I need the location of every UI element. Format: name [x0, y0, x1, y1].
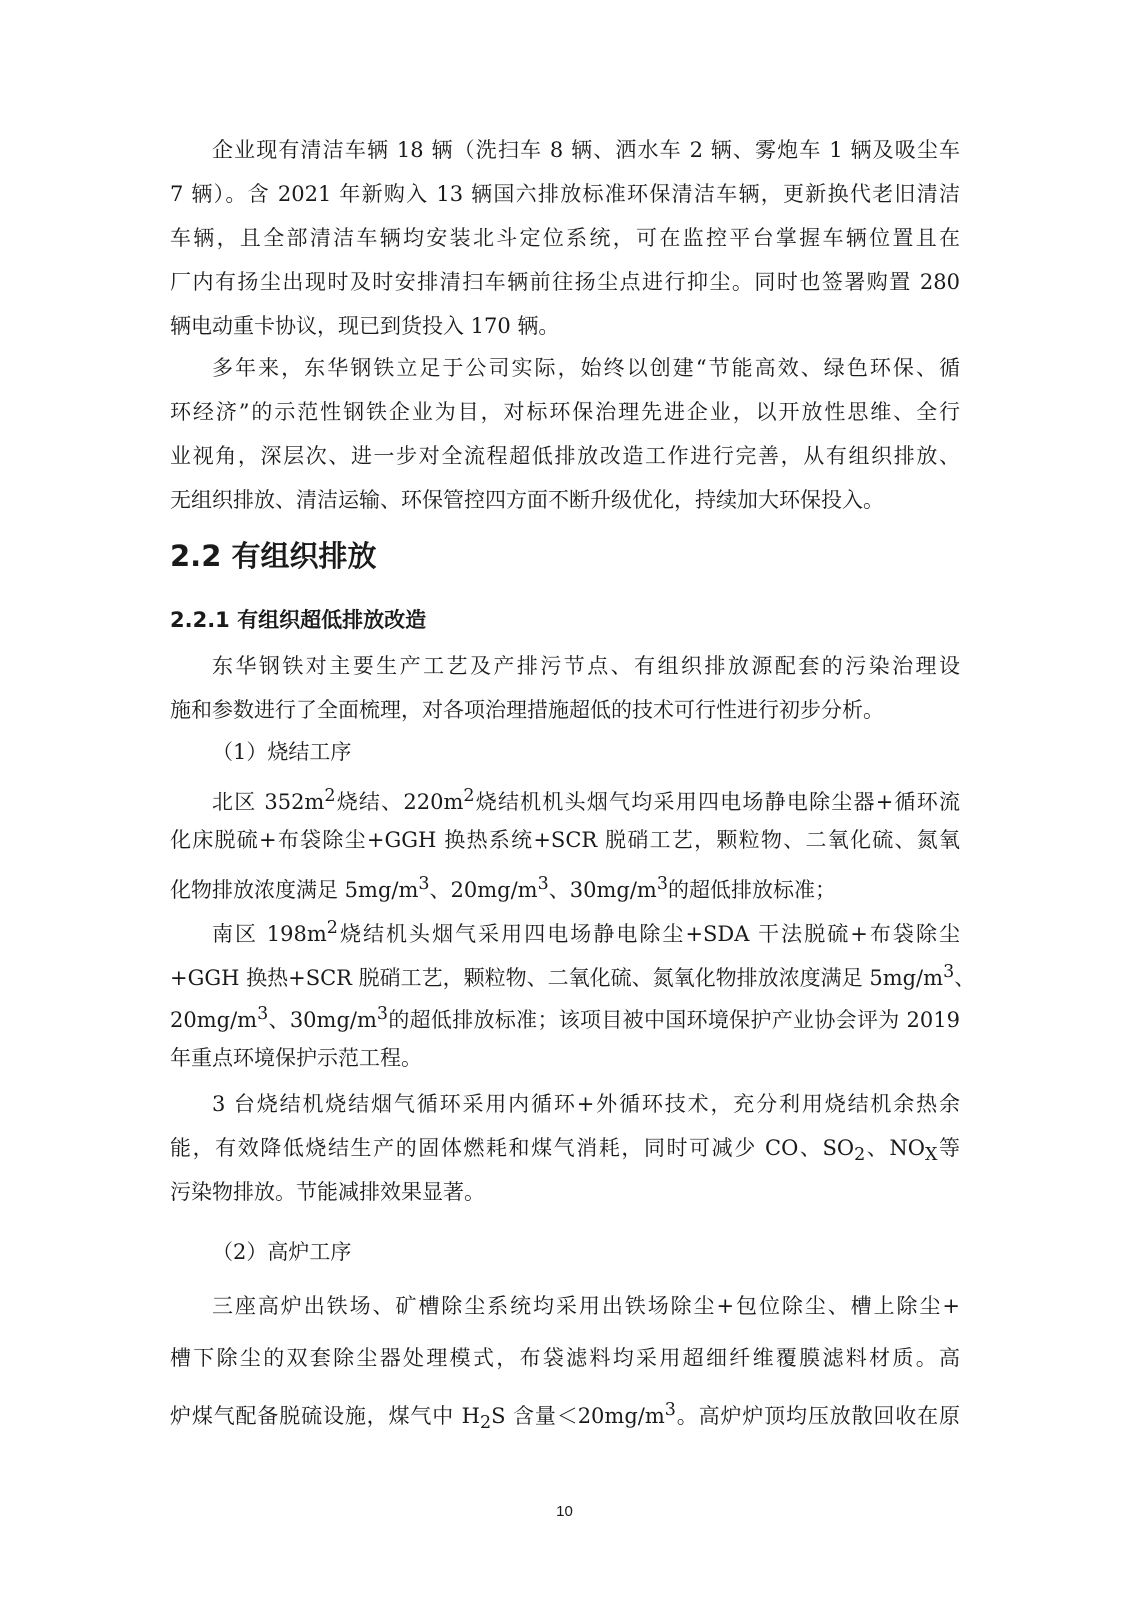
paragraph-line: 化物排放浓度满足 $5mg/m^3$、$20mg/m^3$、$30mg/m^3$的超低排放标准； — [170, 874, 836, 902]
paragraph-line: 北区 $352m^2$烧结、$220m^2$烧结机机头烟气均采用四电场静电除尘器+循环流 — [212, 786, 960, 814]
paragraph-line: 业视角，深层次、进一步对全流程超低排放改造工作进行完善，从有组织排放、 — [170, 444, 960, 468]
item-heading: （1）烧结工序 — [212, 740, 352, 764]
paragraph-line: 东华钢铁对主要生产工艺及产排污节点、有组织排放源配套的污染治理设 — [212, 654, 960, 678]
paragraph-line: 三座高炉出铁场、矿槽除尘系统均采用出铁场除尘+包位除尘、槽上除尘+ — [212, 1294, 960, 1318]
paragraph-line: 多年来，东华钢铁立足于公司实际，始终以创建“节能高效、绿色环保、循 — [212, 356, 960, 380]
paragraph-line: 炉煤气配备脱硫设施，煤气中 $H_2S$ 含量$<20mg/m^3$。高炉炉顶均压放散回收在原 — [170, 1400, 960, 1434]
paragraph-line: 3 台烧结机烧结烟气循环采用内循环+外循环技术，充分利用烧结机余热余 — [212, 1092, 960, 1116]
paragraph-line: 污染物排放。节能减排效果显著。 — [170, 1180, 485, 1204]
page-number: 10 — [556, 1503, 573, 1520]
paragraph-line: 7 辆）。含 2021 年新购入 13 辆国六排放标准环保清洁车辆，更新换代老旧清洁 — [170, 182, 960, 206]
section-heading: 2.2 有组织排放 — [170, 539, 377, 573]
subsection-heading: 2.2.1 有组织超低排放改造 — [170, 608, 427, 632]
paragraph-line: $20mg/m^3$、$30mg/m^3$的超低排放标准；该项目被中国环境保护产业协会评为 2019 — [170, 1004, 960, 1032]
paragraph-line: 辆电动重卡协议，现已到货投入 170 辆。 — [170, 314, 560, 338]
paragraph-line: 环经济”的示范性钢铁企业为目，对标环保治理先进企业，以开放性思维、全行 — [170, 400, 960, 424]
paragraph-line: 车辆，且全部清洁车辆均安装北斗定位系统，可在监控平台掌握车辆位置且在 — [170, 226, 960, 250]
paragraph-line: 施和参数进行了全面梳理，对各项治理措施超低的技术可行性进行初步分析。 — [170, 698, 884, 722]
paragraph-line: +GGH 换热+SCR 脱硝工艺，颗粒物、二氧化硫、氮氧化物排放浓度满足 $5mg/m^3$、 — [170, 962, 976, 990]
item-heading: （2）高炉工序 — [212, 1240, 352, 1264]
paragraph-line: 化床脱硫+布袋除尘+GGH 换热系统+SCR 脱硝工艺，颗粒物、二氧化硫、氮氧 — [170, 828, 960, 852]
paragraph-line: 企业现有清洁车辆 18 辆（洗扫车 8 辆、洒水车 2 辆、雾炮车 1 辆及吸尘车 — [212, 138, 960, 162]
paragraph-line: 槽下除尘的双套除尘器处理模式，布袋滤料均采用超细纤维覆膜滤料材质。高 — [170, 1346, 960, 1370]
paragraph-line: 南区 $198m^2$烧结机头烟气采用四电场静电除尘+SDA 干法脱硫+布袋除尘 — [212, 918, 960, 946]
paragraph-line: 能，有效降低烧结生产的固体燃耗和煤气消耗，同时可减少 CO、$SO_2$、$NO_X$等 — [170, 1136, 961, 1166]
paragraph-line: 无组织排放、清洁运输、环保管控四方面不断升级优化，持续加大环保投入。 — [170, 488, 884, 512]
paragraph-line: 年重点环境保护示范工程。 — [170, 1046, 422, 1070]
paragraph-line: 厂内有扬尘出现时及时安排清扫车辆前往扬尘点进行抑尘。同时也签署购置 280 — [170, 270, 960, 294]
